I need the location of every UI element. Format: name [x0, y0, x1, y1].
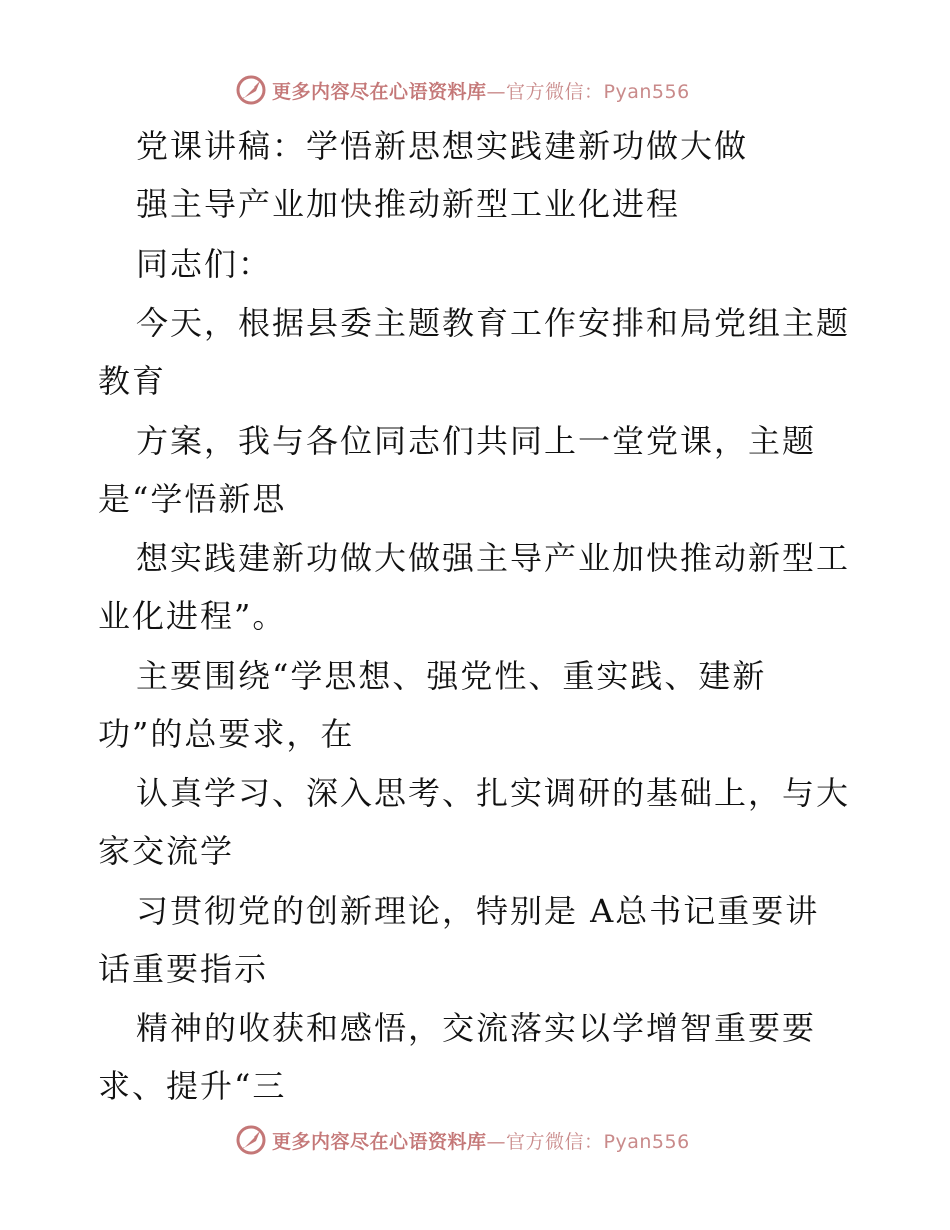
feather-pen-logo-icon — [234, 1123, 268, 1157]
watermark-dash: — — [486, 80, 507, 103]
title-line-2: 强主导产业加快推动新型工业化进程 — [136, 185, 681, 223]
paragraph-line: 业化进程”。 — [98, 597, 287, 635]
paragraph-line: 认真学习、深入思考、扎实调研的基础上，与大 — [136, 774, 851, 812]
paragraph-line: 想实践建新功做大做强主导产业加快推动新型工 — [136, 539, 851, 577]
paragraph-line: 家交流学 — [98, 832, 235, 870]
watermark-wechat: 官方微信：Pyan556 — [506, 80, 690, 103]
salutation: 同志们： — [136, 245, 273, 283]
watermark-text — [272, 1127, 690, 1154]
watermark-brand: 更多内容尽在心语资料库 — [272, 1130, 487, 1153]
paragraph-line: 今天，根据县委主题教育工作安排和局党组主题 — [136, 304, 851, 342]
watermark-brand: 更多内容尽在心语资料库 — [272, 80, 487, 103]
paragraph-line: 精神的收获和感悟，交流落实以学增智重要要 — [136, 1009, 817, 1047]
watermark-wechat: 官方微信：Pyan556 — [506, 1130, 690, 1153]
paragraph-line: 话重要指示 — [98, 950, 269, 988]
paragraph-line: 功”的总要求，在 — [98, 715, 355, 753]
paragraph-line: 求、提升“三 — [98, 1067, 287, 1105]
footer-watermark-banner — [0, 1120, 950, 1160]
paragraph-line: 是“学悟新思 — [98, 480, 287, 518]
feather-pen-logo-icon — [234, 73, 268, 107]
watermark-dash: — — [486, 1130, 507, 1153]
header-watermark-banner — [0, 70, 950, 110]
paragraph-line: 方案，我与各位同志们共同上一堂党课，主题 — [136, 422, 817, 460]
paragraph-line: 习贯彻党的创新理论，特别是 A总书记重要讲 — [136, 892, 820, 930]
paragraph-line: 教育 — [98, 362, 167, 400]
paragraph-line: 主要围绕“学思想、强党性、重实践、建新 — [136, 657, 767, 695]
title-line-1: 党课讲稿：学悟新思想实践建新功做大做 — [136, 127, 749, 165]
watermark-text — [272, 77, 690, 104]
